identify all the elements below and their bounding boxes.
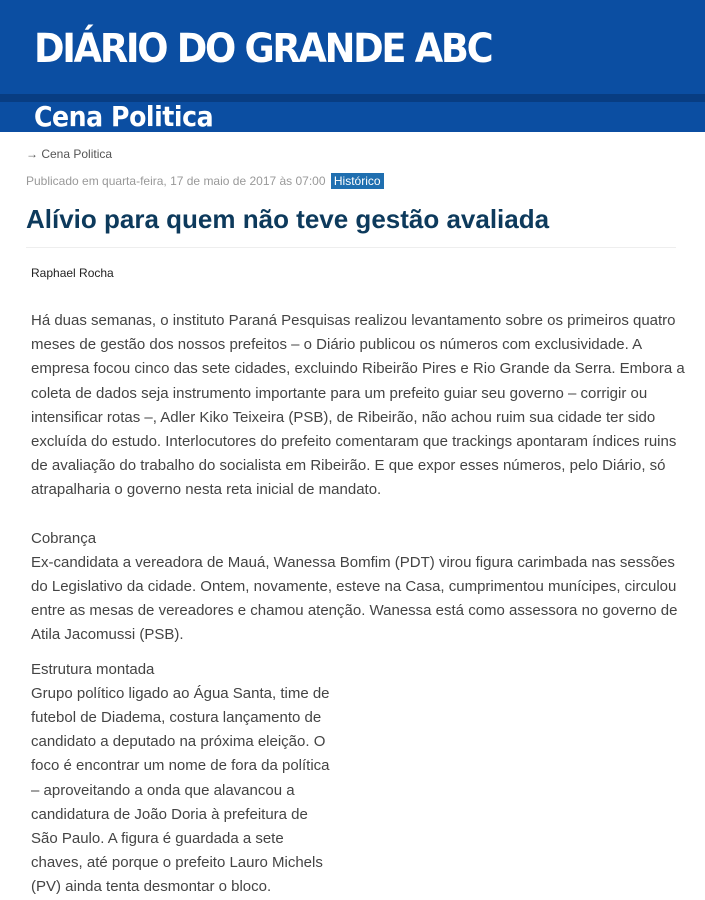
publish-date: Publicado em quarta-feira, 17 de maio de 2017 às 07:00 xyxy=(26,174,326,188)
article-paragraph: Ex-candidata a vereadora de Mauá, Wanessa Bomfim (PDT) virou figura carimbada nas sessões do Legislativo da cidade. Ontem, novamente, esteve na Casa, cumprimentou munícipes, circulou entre as mesas de vereadores e chamou atenção. Wanessa está como assessora no governo de Atila Jacomussi (PSB). xyxy=(31,553,678,644)
section-title[interactable]: Cena Politica xyxy=(34,100,214,133)
article-author: Raphael Rocha xyxy=(31,266,114,280)
site-logo[interactable]: DIÁRIO DO GRANDE ABC xyxy=(34,26,492,72)
arrow-right-icon: → xyxy=(26,147,38,161)
article-paragraph: Grupo político ligado ao Água Santa, time de futebol de Diadema, costura lançamento de candidato a deputado na próxima eleição. O foco é encontrar um nome de fora da política – aproveitando a onda que alavancou a candidatura de João Doria à prefeitura de São Paulo. A figura é guardada a sete chaves, até porque o prefeito Lauro Michels (PV) ainda tenta desmontar o bloco. xyxy=(31,684,330,896)
article-subheading: Estrutura montada xyxy=(31,660,155,678)
article-body xyxy=(31,309,686,900)
article-section-cobranca xyxy=(31,527,686,648)
historico-badge[interactable]: Histórico xyxy=(331,173,384,189)
breadcrumb xyxy=(26,147,112,161)
article-section-estrutura xyxy=(31,658,331,900)
publish-meta xyxy=(26,173,384,189)
article-subheading: Cobrança xyxy=(31,529,97,547)
breadcrumb-link-cena-politica[interactable]: Cena Politica xyxy=(41,147,113,161)
divider xyxy=(26,247,676,248)
article-paragraph: Há duas semanas, o instituto Paraná Pesquisas realizou levantamento sobre os primeiros quatro meses de gestão dos nossos prefeitos – o Diário publicou os números com exclusividade. A empresa focou cinco das sete cidades, excluindo Ribeirão Pires e Rio Grande da Serra. Embora a coleta de dados seja instrumento importante para um prefeito guiar seu governo – corrigir ou intensificar rotas –, Adler Kiko Teixeira (PSB), de Ribeirão, não achou ruim sua cidade ter sido excluída do estudo. Interlocutores do prefeito comentaram que trackings apontaram índices ruins de avaliação do trabalho do socialista em Ribeirão. E que expor esses números, pelo Diário, só atrapalharia o governo nesta reta inicial de mandato. xyxy=(31,312,685,499)
article-title: Alívio para quem não teve gestão avaliada xyxy=(26,204,550,234)
site-header xyxy=(0,0,705,132)
